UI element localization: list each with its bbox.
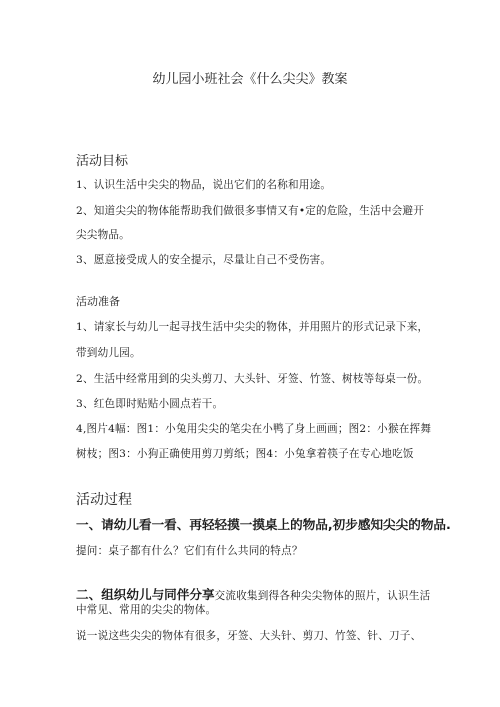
process-step-1: 一、请幼儿看一看、再轻轻摸一摸桌上的物品,初步感知尖尖的物品.: [76, 517, 451, 532]
goals-line: 2、知道尖尖的物体能帮助我们做很多事情又有•定的危险，生活中会避开: [76, 205, 424, 217]
goals-line: 3、愿意接受成人的安全提示，尽量让自己不受伤害。: [76, 254, 332, 266]
prep-line: 3、红色即时贴贴小圆点若干。: [76, 398, 224, 410]
goals-line: 尖尖物品。: [76, 229, 130, 241]
prep-line: 2、生活中经常用到的尖头剪刀、大头针、牙签、竹签、树枝等每桌一份。: [76, 373, 429, 385]
process-step-2-rest: 交流收集到得各种尖尖物体的照片，认识生活: [214, 590, 431, 602]
prep-line: 带到幼儿园。: [76, 347, 141, 359]
prep-line: 4,图片4幅：图1：小兔用尖尖的笔尖在小鸭了身上画画；图2：小猴在挥舞: [76, 423, 432, 435]
goals-heading: 活动目标: [76, 154, 129, 169]
process-step-2: [76, 584, 436, 603]
process-question-2: 说一说这些尖尖的物体有很多，牙签、大头针、剪刀、竹签、针、刀子、: [76, 630, 422, 642]
prep-line: 1、请家长与幼儿一起寻找生活中尖尖的物体，并用照片的形式记录下来，: [76, 321, 429, 333]
process-step-2-line2: 中常见、常用的尖尖的物体。: [76, 604, 217, 616]
process-step-2-bold: 二、组织幼儿与同伴分享: [76, 587, 215, 602]
prep-heading: 活动准备: [76, 295, 120, 308]
process-question-1: 提问：桌子都有什么？它们有什么共同的特点？: [76, 545, 303, 557]
process-heading: 活动过程: [76, 492, 132, 508]
document-title: 幼儿园小班社会《什么尖尖》教案: [152, 72, 348, 87]
prep-line: 树枝；图3：小狗正确使用剪刀剪纸；图4：小兔拿着筷子在专心地吃饭: [76, 448, 414, 460]
goals-line: 1、认识生活中尖尖的物品，说出它们的名称和用途。: [76, 179, 332, 191]
